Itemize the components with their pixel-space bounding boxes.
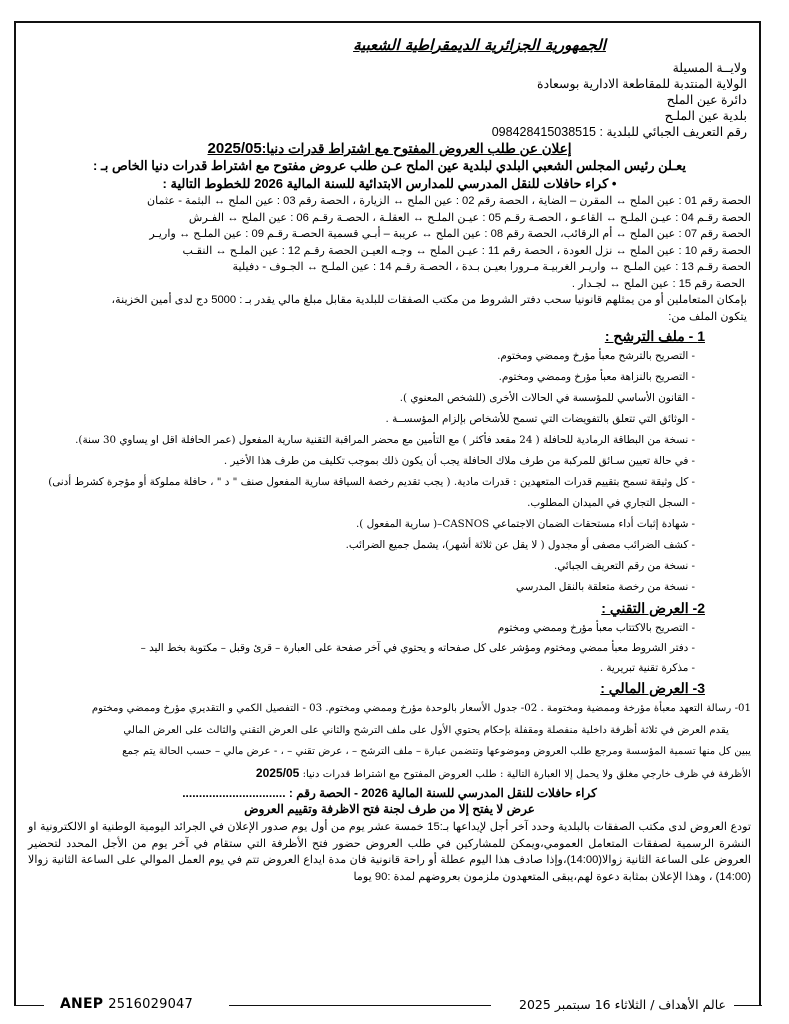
- envelope-number: 2025/05: [255, 765, 300, 780]
- announcement-title: [24, 140, 755, 157]
- section-1-items: [24, 346, 695, 598]
- header-line-wilaya: ولايــة المسيلة: [672, 61, 747, 75]
- footer-rule-right-edge: [734, 1005, 762, 1006]
- withdrawal-text: بإمكان المتعاملين أو من يمثلهم قانونيا سحب دفتر الشروط من مكتب الصفقات للبلدية مقابل مبلغ مالي يقدر بـ : 5000 دج لدى أمين الخزينة،: [111, 294, 747, 306]
- header-line-tax-id: رقم التعريف الجبائي للبلدية : 098428415038515: [491, 125, 747, 139]
- list-item: - نسخة من رقم التعريف الجبائي.: [553, 560, 695, 572]
- anep-reference: [60, 996, 193, 1012]
- anep-label: ANEP: [60, 996, 104, 1012]
- list-item: - التصريح بالاكتتاب معبأ مؤرخ وممضي ومختوم: [497, 622, 695, 634]
- announcement-number: 2025/05: [207, 140, 262, 157]
- publication-info: عالم الأهداف / الثلاثاء 16 سبتمبر 2025: [519, 997, 726, 1012]
- list-item: - القانون الأساسي للمؤسسة في الحالات الأخرى (للشخص المعنوي ).: [399, 392, 695, 404]
- lots-line: الحصة رقـم 04 : عيـن الملـح ↔ القاعـو ، الحصـة رقـم 05 : عيـن الملـح ↔ العقلـة ، الحصـة رقـم 06 : عين الملح ↔ الفـرش: [188, 211, 751, 224]
- footer-rule-left-edge: [14, 1005, 44, 1006]
- lots-line: الحصة رقـم 13 : عين الملـح ↔ واريـر الغربيـة مـرورا بعيـن بـدة ، الحصـة رقـم 14 : عين الملـح ↔ الجـوف - دفيلية: [232, 261, 751, 273]
- section-3-title: 3- العرض المالي :: [600, 680, 705, 696]
- list-item: - نسخة من رخصة متعلقة بالنقل المدرسي: [516, 581, 695, 593]
- lead-text: يعـلن رئيس المجلس الشعبي البلدي لبلدية عين الملح عـن طلب عروض مفتوح مع اشتراط قدرات دنيا الخاص بـ :: [93, 158, 686, 173]
- footer-rule-middle: [229, 1005, 491, 1006]
- lots-line: الحصة رقم 10 : عين الملح ↔ نزل العودة ، الحصة رقم 11 : عيـن الملح ↔ وجـه العيـن الحصة رقـم 12 : عين الملـح ↔ النقـب: [182, 244, 751, 257]
- list-item: - في حالة تعيين سـائق للمركبة من طرف ملاك الحافلة يجب أن يكون ذلك بموجب تكليف من طرف هذا الأخير .: [223, 455, 695, 467]
- list-item: - شهادة إثبات أداء مستحقات الضمان الاجتماعي CASNOS–( سارية المفعول ).: [356, 518, 695, 530]
- financial-line: يقدم العرض في ثلاثة أظرفة داخلية منفصلة ومقفلة بإحكام يحتوي الأول على ملف الترشح والثاني على العرض التقني والثالث على العرض المالي: [123, 724, 729, 736]
- header-line-commune: بلدية عين الملـح: [664, 109, 747, 123]
- list-item: - كل وثيقة تسمح بتقييم قدرات المتعهدين : قدرات مادية. ( يجب تقديم رخصة السياقة سارية المفعول صنف " د " ، حافلة مملوكة أو مؤجرة كشرط أدنى): [48, 476, 695, 488]
- lot-number-blank: ...............................: [182, 786, 286, 800]
- announcement-body: [24, 28, 755, 885]
- lot-line-text: كراء حافلات للنقل المدرسي للسنة المالية 2026 - الحصة رقم :: [288, 786, 597, 800]
- issuer-header: [24, 60, 755, 140]
- lots-line: الحصة رقم 15 : عين الملح ↔ لجـدار .: [571, 277, 745, 290]
- lot-number-line: [24, 785, 755, 801]
- list-item: - الوثائق التي تتعلق بالتفويضات التي تسمح للأشخاص بإلزام المؤسســة .: [385, 413, 695, 425]
- lots-list: [24, 193, 755, 292]
- lots-line: الحصة رقم 01 : عين الملح ↔ المقرن – الضاية ، الحصة رقم 02 : عين الملح ↔ الزيارة ، الحصة رقم 03 : عين الملح ↔ البثمة - عثمان: [146, 195, 751, 207]
- financial-line: [24, 763, 751, 786]
- list-item: - كشف الضرائب مصفى أو مجدول ( لا يقل عن ثلاثة أشهر)، يشمل جميع الضرائب.: [345, 539, 695, 551]
- list-item: - التصريح بالنزاهة معبأ مؤرخ وممضي ومختوم.: [498, 371, 695, 383]
- financial-line: 01- رسالة التعهد معبأة مؤرخة وممضية ومختومة . 02- جدول الأسعار بالوحدة مؤرخ وممضي ومختوم. 03 - التفصيل الكمي و التقديري مؤرخ وممضي ومختوم: [91, 703, 751, 714]
- closing-text: تودع العروض لدى مكتب الصفقات بالبلدية وحدد آخر أجل لإيداعها بـ:15 خمسة عشر يوم من أول يوم صدور الإعلان في الجرائد اليومية الوطنية او الالكترونية او النشرة الرسمية لصفقات المتعامل العمومي،ويمكن للمشاركين في طلب العروض حضور فتح الأظرفة التي ستقام في آخر يوم من الأجل المحدد لتحضير العروض على الساعة الثانية زوالا(14:00)،وإذا صادف هذا اليوم عطلة أو راحة قانونية فان مدة ايداع العروض تتم في يوم العمل الموالي على الساعة الثانية زوالا (14:00) ، وهذا الإعلان بمثابة دعوة لهم،يبقى المتعهدون ملزمون بعروضهم لمدة :90 يوما: [28, 821, 751, 883]
- subject-line: • كراء حافلات للنقل المدرسي للمدارس الابتدائية للسنة المالية 2026 للخطوط التالية :: [162, 176, 617, 191]
- list-item: - نسخة من البطاقة الرمادية للحافلة ( 24 مقعد فأكثر ) مع التأمين مع محضر المراقبة التقنية سارية المفعول (عمر الحافلة اقل او يساوي 30 سنة).: [75, 434, 695, 446]
- no-open-notice: عرض لا يفتح إلا من طرف لجنة فتح الاظرفة وتقييم العروض: [244, 802, 535, 816]
- list-item: - التصريح بالترشح معبأ مؤرخ وممضي ومختوم.: [497, 350, 695, 362]
- envelope-text: الأظرفة في ظرف خارجي مغلق ولا يحمل إلا العبارة التالية : طلب العروض المفتوح مع اشتراط قدرات دنيا:: [302, 768, 751, 780]
- section-3-body: [24, 698, 755, 785]
- file-composition-label: يتكون الملف من:: [668, 311, 747, 323]
- financial-line: يبين كل منها تسمية المؤسسة ومرجع طلب العروض وموضوعها وتتضمن عبارة – ملف الترشح – ، عرض تقني – ، - عرض مالي – حسب الحالة يتم جمع: [122, 746, 751, 757]
- header-line-delegated-wilaya: الولاية المنتدبة للمقاطعة الادارية بوسعادة: [537, 77, 747, 91]
- list-item: - دفتر الشروط معبأ ممضي ومختوم ومؤشر على كل صفحاته و يحتوي في آخر صفحة على العبارة – قرئ وقبل – مكتوبة بخط اليد –: [140, 642, 695, 654]
- list-item: - مذكرة تقنية تبريرية .: [599, 662, 695, 674]
- header-line-daira: دائرة عين الملح: [666, 93, 747, 107]
- section-2-items: [24, 618, 695, 678]
- anep-code: 2516029047: [108, 997, 193, 1012]
- footer: [14, 996, 762, 1016]
- list-item: - السجل التجاري في الميدان المطلوب.: [527, 497, 695, 509]
- section-2-title: 2- العرض التقني :: [601, 600, 705, 616]
- announcement-title-text: إعلان عن طلب العروض المفتوح مع اشتراط قدرات دنيا:: [261, 141, 572, 156]
- republic-title: الجمهورية الجزائرية الديمقراطية الشعبية: [353, 36, 606, 54]
- section-1-title: 1 - ملف الترشح :: [604, 328, 705, 344]
- lots-line: الحصة رقم 07 : عين الملح ↔ أم الرقائب، الحصة رقم 08 : عين الملح ↔ عريبة – أبـي قسمية الحصـة رقـم 09 : عين الملـح ↔ واريـر: [149, 228, 751, 240]
